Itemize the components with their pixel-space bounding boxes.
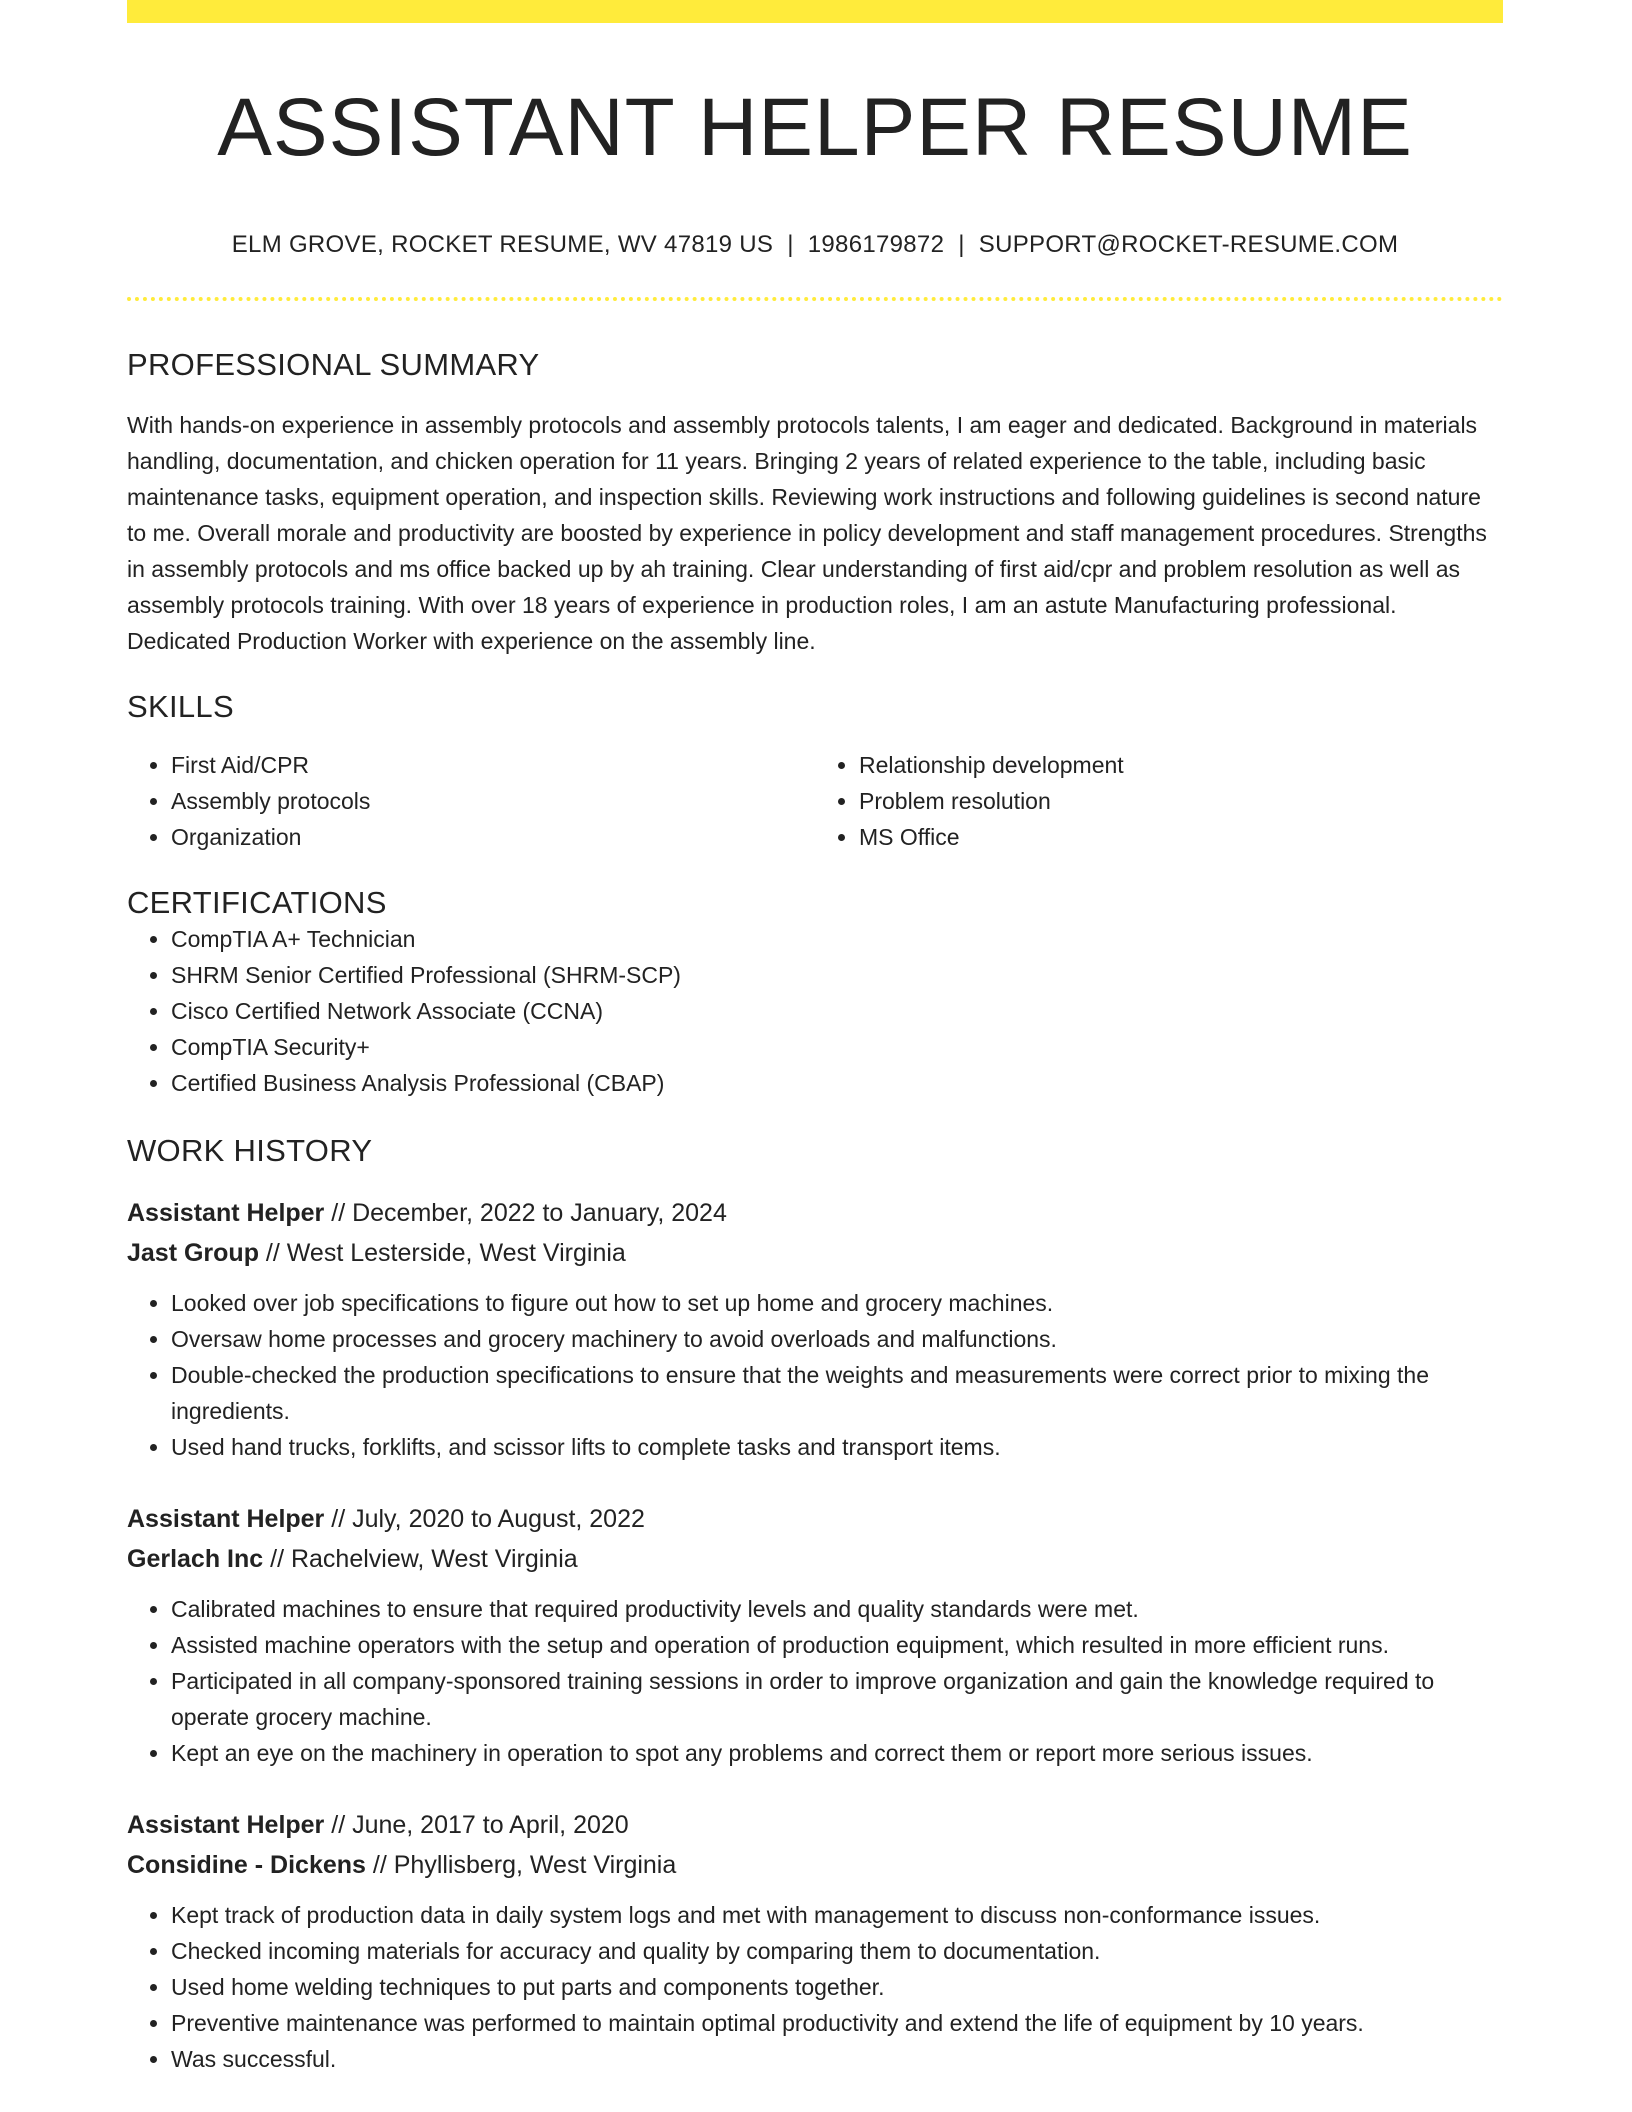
job-title-line <box>127 1499 1503 1539</box>
job-company-line <box>127 1845 1503 1885</box>
job-entry <box>127 1805 1503 2077</box>
certifications-heading: CERTIFICATIONS <box>127 885 387 921</box>
certification-item: • Cisco Certified Network Associate (CCNA) <box>171 993 1503 1029</box>
job-company-line <box>127 1539 1503 1579</box>
job-bullet: • Calibrated machines to ensure that required productivity levels and quality standards were met. <box>171 1591 1503 1627</box>
job-bullet: • Was successful. <box>171 2041 1503 2077</box>
certification-item: • CompTIA Security+ <box>171 1029 1503 1065</box>
job-dates: // June, 2017 to April, 2020 <box>324 1811 629 1840</box>
contact-separator: | <box>958 231 965 259</box>
summary-heading: PROFESSIONAL SUMMARY <box>127 347 540 383</box>
job-company: Jast Group <box>127 1239 259 1268</box>
certification-item: • SHRM Senior Certified Professional (SHRM-SCP) <box>171 957 1503 993</box>
resume-title: ASSISTANT HELPER RESUME <box>217 82 1413 173</box>
job-bullet: • Checked incoming materials for accuracy and quality by comparing them to documentation. <box>171 1933 1503 1969</box>
job-entry <box>127 1193 1503 1465</box>
contact-separator: | <box>787 231 794 259</box>
skills-list <box>127 747 1503 855</box>
skills-heading: SKILLS <box>127 689 234 725</box>
skill-item: • MS Office <box>859 819 1503 855</box>
job-bullet: • Used home welding techniques to put parts and components together. <box>171 1969 1503 2005</box>
skill-item: • Problem resolution <box>859 783 1503 819</box>
job-title-line <box>127 1805 1503 1845</box>
job-company: Gerlach Inc <box>127 1545 264 1574</box>
job-dates: // December, 2022 to January, 2024 <box>324 1199 727 1228</box>
skill-item: • Relationship development <box>859 747 1503 783</box>
summary-text: With hands-on experience in assembly protocols and assembly protocols talents, I am eager and dedicated. Background in materials handling, documentation, and chicken operation for 11 years. Bringing 2 years of related experience to the table, including basic maintenance tasks, equipment operation, and inspection skills. Reviewing work instructions and following guidelines is second nature to me. Overall morale and productivity are boosted by experience in policy development and staff management procedures. Strengths in assembly protocols and ms office backed up by ah training. Clear understanding of first aid/cpr and problem resolution as well as assembly protocols training. With over 18 years of experience in production roles, I am an astute Manufacturing professional. Dedicated Production Worker with experience on the assembly line. <box>127 412 1487 655</box>
job-role: Assistant Helper <box>127 1505 325 1534</box>
job-bullet: • Double-checked the production specifications to ensure that the weights and measurements were correct prior to mixing the ingredients. <box>171 1357 1503 1429</box>
skills-column-right <box>815 747 1503 855</box>
job-bullet: • Kept an eye on the machinery in operation to spot any problems and correct them or report more serious issues. <box>171 1735 1503 1771</box>
job-role: Assistant Helper <box>127 1199 325 1228</box>
skill-item: • Assembly protocols <box>171 783 815 819</box>
job-bullets <box>127 1285 1503 1465</box>
skills-column-left <box>127 747 815 855</box>
contact-address: ELM GROVE, ROCKET RESUME, WV 47819 US <box>231 231 774 259</box>
certification-item: • Certified Business Analysis Professional (CBAP) <box>171 1065 1503 1101</box>
job-bullet: • Looked over job specifications to figure out how to set up home and grocery machines. <box>171 1285 1503 1321</box>
job-bullet: • Assisted machine operators with the setup and operation of production equipment, which resulted in more efficient runs. <box>171 1627 1503 1663</box>
skill-item: • Organization <box>171 819 815 855</box>
job-bullet: • Preventive maintenance was performed to maintain optimal productivity and extend the life of equipment by 10 years. <box>171 2005 1503 2041</box>
job-bullet: • Used hand trucks, forklifts, and scissor lifts to complete tasks and transport items. <box>171 1429 1503 1465</box>
dotted-divider <box>127 297 1503 301</box>
job-bullets <box>127 1897 1503 2077</box>
job-location: // West Lesterside, West Virginia <box>258 1239 626 1268</box>
job-company: Considine - Dickens <box>127 1851 366 1880</box>
contact-phone: 1986179872 <box>807 231 945 259</box>
contact-line <box>127 231 1503 259</box>
skill-item: • First Aid/CPR <box>171 747 815 783</box>
certification-item: • CompTIA A+ Technician <box>171 921 1503 957</box>
certifications-list <box>127 921 1503 1101</box>
contact-email: SUPPORT@ROCKET-RESUME.COM <box>978 231 1399 259</box>
job-location: // Phyllisberg, West Virginia <box>365 1851 677 1880</box>
job-bullets <box>127 1591 1503 1771</box>
job-role: Assistant Helper <box>127 1811 325 1840</box>
top-accent-bar <box>127 0 1503 23</box>
job-bullet: • Participated in all company-sponsored training sessions in order to improve organization and gain the knowledge required to operate grocery machine. <box>171 1663 1503 1735</box>
job-bullet: • Kept track of production data in daily system logs and met with management to discuss non-conformance issues. <box>171 1897 1503 1933</box>
job-location: // Rachelview, West Virginia <box>263 1545 578 1574</box>
job-dates: // July, 2020 to August, 2022 <box>324 1505 645 1534</box>
job-company-line <box>127 1233 1503 1273</box>
job-bullet: • Oversaw home processes and grocery machinery to avoid overloads and malfunctions. <box>171 1321 1503 1357</box>
work-history-heading: WORK HISTORY <box>127 1133 373 1169</box>
job-entry <box>127 1499 1503 1771</box>
resume-page <box>127 0 1503 2077</box>
job-title-line <box>127 1193 1503 1233</box>
